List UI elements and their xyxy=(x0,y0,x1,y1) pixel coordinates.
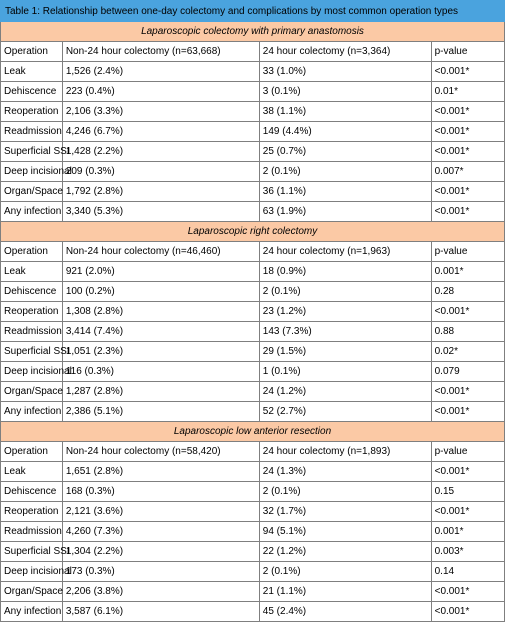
table-cell: <0.001* xyxy=(431,62,504,82)
table-row xyxy=(1,402,505,422)
table-row xyxy=(1,502,505,522)
table-row xyxy=(1,562,505,582)
table-row xyxy=(1,582,505,602)
table-row xyxy=(1,542,505,562)
table-row xyxy=(1,62,505,82)
table-cell: <0.001* xyxy=(431,402,504,422)
table-cell: 223 (0.4%) xyxy=(62,82,259,102)
table-row xyxy=(1,122,505,142)
table-cell: 23 (1.2%) xyxy=(259,302,431,322)
table-cell: 2 (0.1%) xyxy=(259,482,431,502)
table-cell: 0.001* xyxy=(431,262,504,282)
table-cell: 0.01* xyxy=(431,82,504,102)
table-cell: Reoperation xyxy=(1,502,63,522)
table-cell: Superficial SSI xyxy=(1,342,63,362)
table-cell: 2 (0.1%) xyxy=(259,282,431,302)
table-cell: 0.15 xyxy=(431,482,504,502)
table-cell: 0.079 xyxy=(431,362,504,382)
table-row xyxy=(1,202,505,222)
table-cell: 52 (2.7%) xyxy=(259,402,431,422)
table-cell: 1,051 (2.3%) xyxy=(62,342,259,362)
section-header-row xyxy=(1,222,505,242)
table-cell: <0.001* xyxy=(431,122,504,142)
table-cell: 0.14 xyxy=(431,562,504,582)
column-header: Non-24 hour colectomy (n=63,668) xyxy=(62,42,259,62)
column-header-row xyxy=(1,242,505,262)
table-cell: 22 (1.2%) xyxy=(259,542,431,562)
table-cell: 2 (0.1%) xyxy=(259,162,431,182)
table-cell: <0.001* xyxy=(431,582,504,602)
table-cell: 2,106 (3.3%) xyxy=(62,102,259,122)
table-row xyxy=(1,322,505,342)
table-cell: 168 (0.3%) xyxy=(62,482,259,502)
table-cell: 1,651 (2.8%) xyxy=(62,462,259,482)
table-cell: 29 (1.5%) xyxy=(259,342,431,362)
table-cell: 116 (0.3%) xyxy=(62,362,259,382)
table-cell: 149 (4.4%) xyxy=(259,122,431,142)
table-row xyxy=(1,262,505,282)
table-cell: Readmission xyxy=(1,322,63,342)
table-row xyxy=(1,282,505,302)
column-header: p-value xyxy=(431,442,504,462)
table-cell: 2,121 (3.6%) xyxy=(62,502,259,522)
table-cell: Any infection xyxy=(1,602,63,622)
table-cell: 1,287 (2.8%) xyxy=(62,382,259,402)
table-cell: 25 (0.7%) xyxy=(259,142,431,162)
table-cell: 0.001* xyxy=(431,522,504,542)
table-cell: Dehiscence xyxy=(1,482,63,502)
table-cell: Any infection xyxy=(1,402,63,422)
column-header: Operation xyxy=(1,442,63,462)
table-cell: 173 (0.3%) xyxy=(62,562,259,582)
table-cell: 0.28 xyxy=(431,282,504,302)
table-row xyxy=(1,362,505,382)
table-cell: 0.88 xyxy=(431,322,504,342)
table-cell: 3 (0.1%) xyxy=(259,82,431,102)
column-header: 24 hour colectomy (n=1,963) xyxy=(259,242,431,262)
table-cell: 63 (1.9%) xyxy=(259,202,431,222)
table-cell: 38 (1.1%) xyxy=(259,102,431,122)
table-cell: <0.001* xyxy=(431,602,504,622)
table-cell: 143 (7.3%) xyxy=(259,322,431,342)
section-header-row xyxy=(1,22,505,42)
table-cell: Organ/Space xyxy=(1,182,63,202)
table-cell: <0.001* xyxy=(431,382,504,402)
table-cell: Reoperation xyxy=(1,102,63,122)
table-cell: 0.003* xyxy=(431,542,504,562)
table-cell: 0.007* xyxy=(431,162,504,182)
table-row xyxy=(1,342,505,362)
table-cell: Superficial SSI xyxy=(1,542,63,562)
table-cell: 3,587 (6.1%) xyxy=(62,602,259,622)
table-cell: 2,386 (5.1%) xyxy=(62,402,259,422)
table-cell: Any infection xyxy=(1,202,63,222)
table-cell: 2 (0.1%) xyxy=(259,562,431,582)
table-cell: 3,340 (5.3%) xyxy=(62,202,259,222)
column-header: Non-24 hour colectomy (n=46,460) xyxy=(62,242,259,262)
table-cell: 1,304 (2.2%) xyxy=(62,542,259,562)
table-title: Table 1: Relationship between one-day colectomy and complications by most common operation types xyxy=(1,1,505,22)
table-cell: <0.001* xyxy=(431,202,504,222)
table-cell: 45 (2.4%) xyxy=(259,602,431,622)
table-cell: Readmission xyxy=(1,122,63,142)
table-cell: Organ/Space xyxy=(1,582,63,602)
table-cell: 33 (1.0%) xyxy=(259,62,431,82)
table-row xyxy=(1,102,505,122)
table-cell: Leak xyxy=(1,62,63,82)
section-title: Laparoscopic colectomy with primary anastomosis xyxy=(1,22,505,42)
table-cell: <0.001* xyxy=(431,182,504,202)
table-cell: <0.001* xyxy=(431,462,504,482)
table-cell: 1,308 (2.8%) xyxy=(62,302,259,322)
table-cell: 1,526 (2.4%) xyxy=(62,62,259,82)
table-row xyxy=(1,302,505,322)
table-cell: <0.001* xyxy=(431,302,504,322)
table-cell: 0.02* xyxy=(431,342,504,362)
table-row xyxy=(1,82,505,102)
table-row xyxy=(1,462,505,482)
table-cell: Deep incisional xyxy=(1,362,63,382)
table-cell: Dehiscence xyxy=(1,282,63,302)
column-header-row xyxy=(1,442,505,462)
column-header: p-value xyxy=(431,42,504,62)
table-cell: 100 (0.2%) xyxy=(62,282,259,302)
table-cell: Dehiscence xyxy=(1,82,63,102)
table-cell: 209 (0.3%) xyxy=(62,162,259,182)
table-row xyxy=(1,522,505,542)
table-cell: 36 (1.1%) xyxy=(259,182,431,202)
table-cell: Leak xyxy=(1,462,63,482)
table-row xyxy=(1,382,505,402)
section-title: Laparoscopic right colectomy xyxy=(1,222,505,242)
table-cell: 1,792 (2.8%) xyxy=(62,182,259,202)
table-row xyxy=(1,482,505,502)
table-row xyxy=(1,182,505,202)
table-cell: <0.001* xyxy=(431,142,504,162)
table-cell: 1,428 (2.2%) xyxy=(62,142,259,162)
column-header: Operation xyxy=(1,42,63,62)
column-header: 24 hour colectomy (n=1,893) xyxy=(259,442,431,462)
table-cell: Leak xyxy=(1,262,63,282)
table-cell: 1 (0.1%) xyxy=(259,362,431,382)
table-cell: Superficial SSI xyxy=(1,142,63,162)
column-header: Non-24 hour colectomy (n=58,420) xyxy=(62,442,259,462)
table-cell: Organ/Space xyxy=(1,382,63,402)
table-cell: 24 (1.3%) xyxy=(259,462,431,482)
column-header: Operation xyxy=(1,242,63,262)
table-cell: 18 (0.9%) xyxy=(259,262,431,282)
table-title-row xyxy=(1,1,505,22)
table-row xyxy=(1,162,505,182)
table-cell: 2,206 (3.8%) xyxy=(62,582,259,602)
table-cell: 921 (2.0%) xyxy=(62,262,259,282)
table-cell: <0.001* xyxy=(431,102,504,122)
section-header-row xyxy=(1,422,505,442)
column-header: 24 hour colectomy (n=3,364) xyxy=(259,42,431,62)
table-cell: Reoperation xyxy=(1,302,63,322)
table-cell: <0.001* xyxy=(431,502,504,522)
table-cell: 3,414 (7.4%) xyxy=(62,322,259,342)
table-cell: 32 (1.7%) xyxy=(259,502,431,522)
table-cell: Deep incisional xyxy=(1,162,63,182)
section-title: Laparoscopic low anterior resection xyxy=(1,422,505,442)
table-row xyxy=(1,142,505,162)
table-cell: 24 (1.2%) xyxy=(259,382,431,402)
table-cell: 94 (5.1%) xyxy=(259,522,431,542)
table-cell: 4,260 (7.3%) xyxy=(62,522,259,542)
column-header: p-value xyxy=(431,242,504,262)
table-row xyxy=(1,602,505,622)
table-cell: 21 (1.1%) xyxy=(259,582,431,602)
column-header-row xyxy=(1,42,505,62)
table-cell: Readmission xyxy=(1,522,63,542)
table-cell: Deep incisional xyxy=(1,562,63,582)
table-cell: 4,246 (6.7%) xyxy=(62,122,259,142)
